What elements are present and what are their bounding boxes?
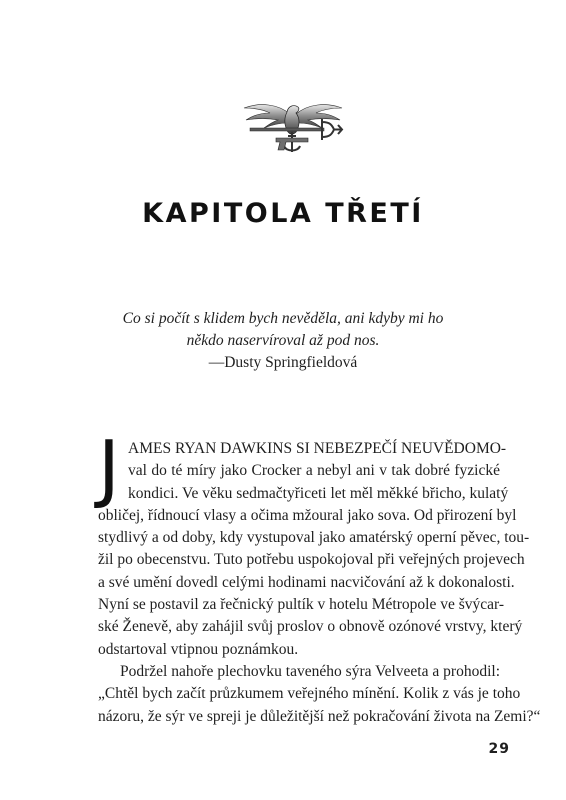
text-line: kondici. Ve věku sedmačtyřiceti let měl měkké břicho, kulatý (128, 484, 509, 502)
drop-cap: J (98, 425, 120, 511)
epigraph-attribution: —Dusty Springfieldová (208, 354, 358, 371)
text-line: a své umění dovedl celými hodinami nacvičování až k dokonalosti. (98, 573, 515, 591)
text-line: ské Ženevě, aby zahájil svůj proslov o obnově ozónové vrstvy, který (98, 618, 523, 636)
navy-seal-trident-emblem (238, 92, 348, 158)
text-line: Nyní se postavil za řečnický pultík v hotelu Métropole ve švýcar- (98, 596, 505, 614)
text-line: obličej, řídnoucí vlasy a očima mžoural jako sova. Od přirození byl (98, 506, 517, 524)
text-line: Podržel nahoře plechovku taveného sýra Velveeta a prohodil: (120, 662, 500, 680)
text-line: val do té míry jako Crocker a nebyl ani v tak dobré fyzické (128, 462, 500, 480)
text-line: „Chtěl bych začít průzkumem veřejného mínění. Kolik z vás je toho (98, 685, 521, 703)
epigraph-line: Co si počít s klidem bych nevěděla, ani kdyby mi ho (122, 310, 444, 327)
chapter-title: KAPITOLA TŘETÍ (142, 198, 424, 229)
page-number: 29 (488, 741, 510, 757)
text-line: žil po obecenstvu. Tuto potřebu uspokojoval při veřejných projevech (98, 551, 525, 569)
body-text (98, 438, 541, 728)
text-line: AMES RYAN DAWKINS SI NEBEZPEČÍ NEUVĚDOMO- (128, 440, 507, 457)
epigraph (120, 308, 446, 374)
epigraph-line: někdo naservíroval až pod nos. (186, 332, 380, 349)
text-line: odstartoval vtipnou poznámkou. (98, 640, 299, 658)
text-line: názoru, že sýr ve spreji je důležitější než pokračování života na Zemi?“ (98, 707, 541, 725)
text-line: stydlivý a od doby, kdy vystupoval jako amatérský operní pěvec, tou- (98, 529, 530, 547)
